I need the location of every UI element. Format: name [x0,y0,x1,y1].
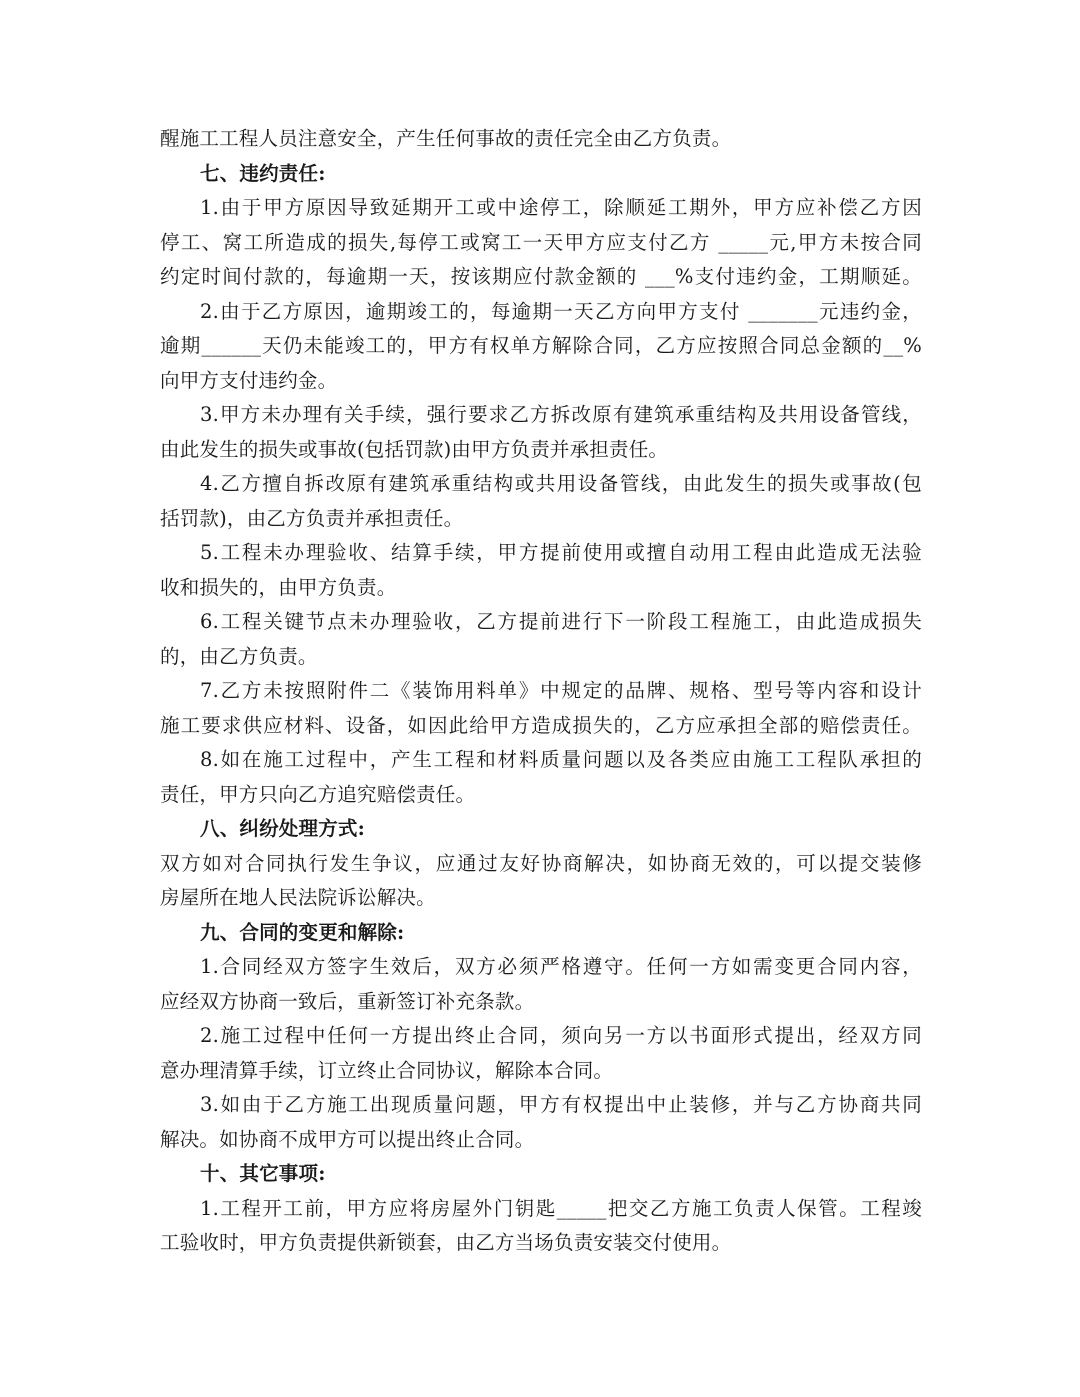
text-line: 意办理清算手续，订立终止合同协议，解除本合同。 [160,1058,614,1082]
text-line: 7.乙方未按照附件二《装饰用料单》中规定的品牌、规格、型号等内容和设计 [200,679,922,702]
text-line: 8.如在施工过程中，产生工程和材料质量问题以及各类应由施工工程队承担的 [200,748,922,771]
text-line: 4.乙方擅自拆改原有建筑承重结构或共用设备管线，由此发生的损失或事故(包 [200,472,922,495]
text-line: 2.施工过程中任何一方提出终止合同，须向另一方以书面形式提出，经双方同 [200,1024,922,1047]
text-line: 的，由乙方负责。 [160,644,318,668]
text-line: 括罚款)，由乙方负责并承担责任。 [160,506,464,530]
text-line: 3.如由于乙方施工出现质量问题，甲方有权提出中止装修，并与乙方协商共同 [200,1093,922,1116]
text-line: 5.工程未办理验收、结算手续，甲方提前使用或擅自动用工程由此造成无法验 [200,541,922,564]
text-line: 工验收时，甲方负责提供新锁套，由乙方当场负责安装交付使用。 [160,1231,732,1254]
text-line: 向甲方支付违约金。 [160,368,338,392]
text-line: 约定时间付款的，每逾期一天，按该期应付款金额的 ___%支付违约金，工期顺延。 [160,265,922,288]
text-line: 收和损失的，由甲方负责。 [160,575,397,599]
text-line: 醒施工工程人员注意安全，产生任何事故的责任完全由乙方负责。 [160,127,732,150]
text-line: 应经双方协商一致后，重新签订补充条款。 [160,989,535,1013]
text-line: 逾期______天仍未能竣工的，甲方有权单方解除合同，乙方应按照合同总金额的__% [160,334,922,357]
text-line: 房屋所在地人民法院诉讼解决。 [160,886,436,909]
text-line: 1.工程开工前，甲方应将房屋外门钥匙_____把交乙方施工负责人保管。工程竣 [200,1196,922,1220]
section-heading: 十、其它事项: [200,1162,326,1185]
text-line: 双方如对合同执行发生争议，应通过友好协商解决，如协商无效的，可以提交装修 [160,851,922,875]
text-line: 由此发生的损失或事故(包括罚款)由甲方负责并承担责任。 [160,437,669,461]
text-line: 1.由于甲方原因导致延期开工或中途停工，除顺延工期外，甲方应补偿乙方因 [200,196,922,219]
section-heading: 七、违约责任: [200,161,326,185]
document-page [160,122,922,1261]
text-line: 停工、窝工所造成的损失,每停工或窝工一天甲方应支付乙方 _____元,甲方未按合同 [160,230,922,254]
text-line: 解决。如协商不成甲方可以提出终止合同。 [160,1127,535,1151]
text-line: 3.甲方未办理有关手续，强行要求乙方拆改原有建筑承重结构及共用设备管线， [200,403,922,426]
text-line: 施工要求供应材料、设备，如因此给甲方造成损失的，乙方应承担全部的赔偿责任。 [160,713,922,737]
text-line: 1.合同经双方签字生效后，双方必须严格遵守。任何一方如需变更合同内容， [200,955,922,978]
section-heading: 九、合同的变更和解除: [200,920,405,944]
text-line: 2.由于乙方原因，逾期竣工的，每逾期一天乙方向甲方支付 _______元违约金， [200,299,922,323]
text-line: 6.工程关键节点未办理验收，乙方提前进行下一阶段工程施工，由此造成损失 [200,610,922,633]
section-heading: 八、纠纷处理方式: [200,817,365,840]
text-line: 责任，甲方只向乙方追究赔偿责任。 [160,782,476,806]
